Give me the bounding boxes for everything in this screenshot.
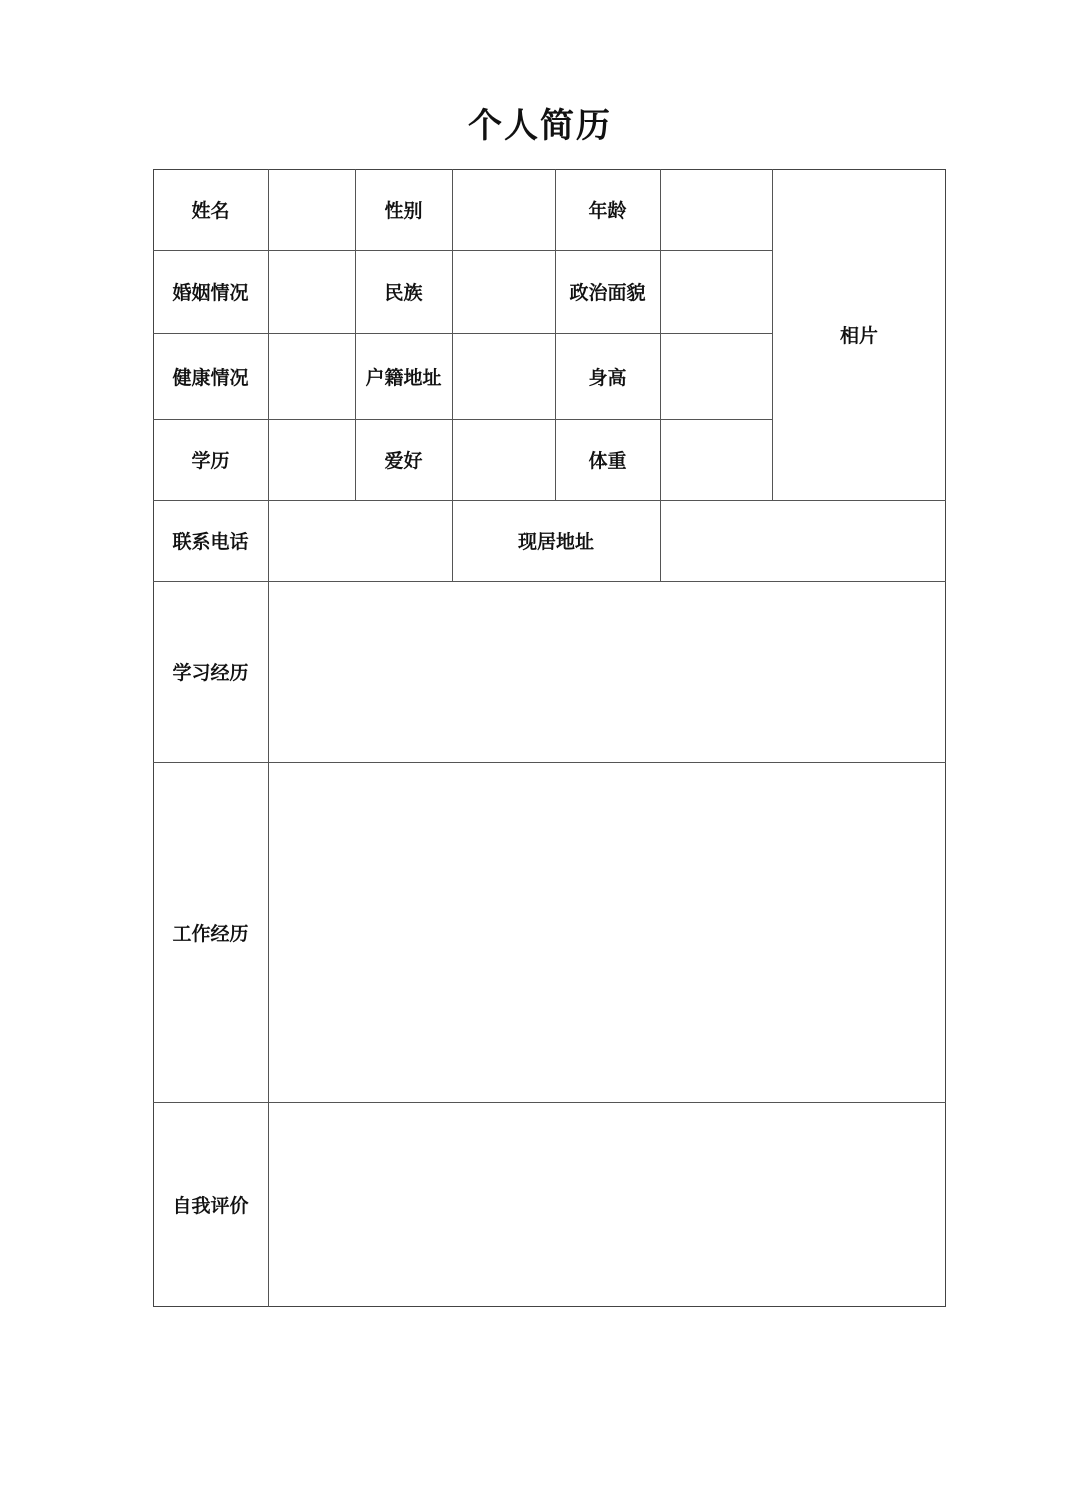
label-hobbies: 爱好 <box>384 450 423 472</box>
value-self-evaluation[interactable] <box>268 1102 946 1307</box>
label-age: 年龄 <box>588 200 627 222</box>
label-study-history: 学习经历 <box>172 662 249 684</box>
photo-box[interactable]: 相片 <box>839 325 878 347</box>
value-marital-status[interactable] <box>268 250 355 333</box>
resume-title: 个人简历 <box>468 106 612 146</box>
value-phone[interactable] <box>268 500 452 581</box>
value-age[interactable] <box>660 169 772 250</box>
label-education: 学历 <box>191 450 230 472</box>
label-gender: 性别 <box>384 200 423 222</box>
value-household-address[interactable] <box>452 333 555 419</box>
label-height: 身高 <box>588 366 627 389</box>
label-ethnicity: 民族 <box>384 282 423 304</box>
label-phone: 联系电话 <box>172 531 249 553</box>
value-political-status[interactable] <box>660 250 772 333</box>
label-household-address: 户籍地址 <box>365 366 442 389</box>
value-height[interactable] <box>660 333 772 419</box>
value-hobbies[interactable] <box>452 419 555 500</box>
value-weight[interactable] <box>660 419 772 500</box>
label-name: 姓名 <box>191 200 230 222</box>
value-ethnicity[interactable] <box>452 250 555 333</box>
value-health[interactable] <box>268 333 355 419</box>
label-self-evaluation: 自我评价 <box>172 1195 249 1217</box>
label-work-history: 工作经历 <box>172 922 249 945</box>
label-marital-status: 婚姻情况 <box>172 282 249 304</box>
value-current-address[interactable] <box>660 500 946 581</box>
label-health: 健康情况 <box>172 366 249 389</box>
value-work-history[interactable] <box>268 762 946 1102</box>
value-gender[interactable] <box>452 169 555 250</box>
label-current-address: 现居地址 <box>517 531 594 553</box>
value-study-history[interactable] <box>268 581 946 762</box>
label-political-status: 政治面貌 <box>569 282 646 304</box>
value-name[interactable] <box>268 169 355 250</box>
value-education[interactable] <box>268 419 355 500</box>
label-weight: 体重 <box>588 450 627 472</box>
